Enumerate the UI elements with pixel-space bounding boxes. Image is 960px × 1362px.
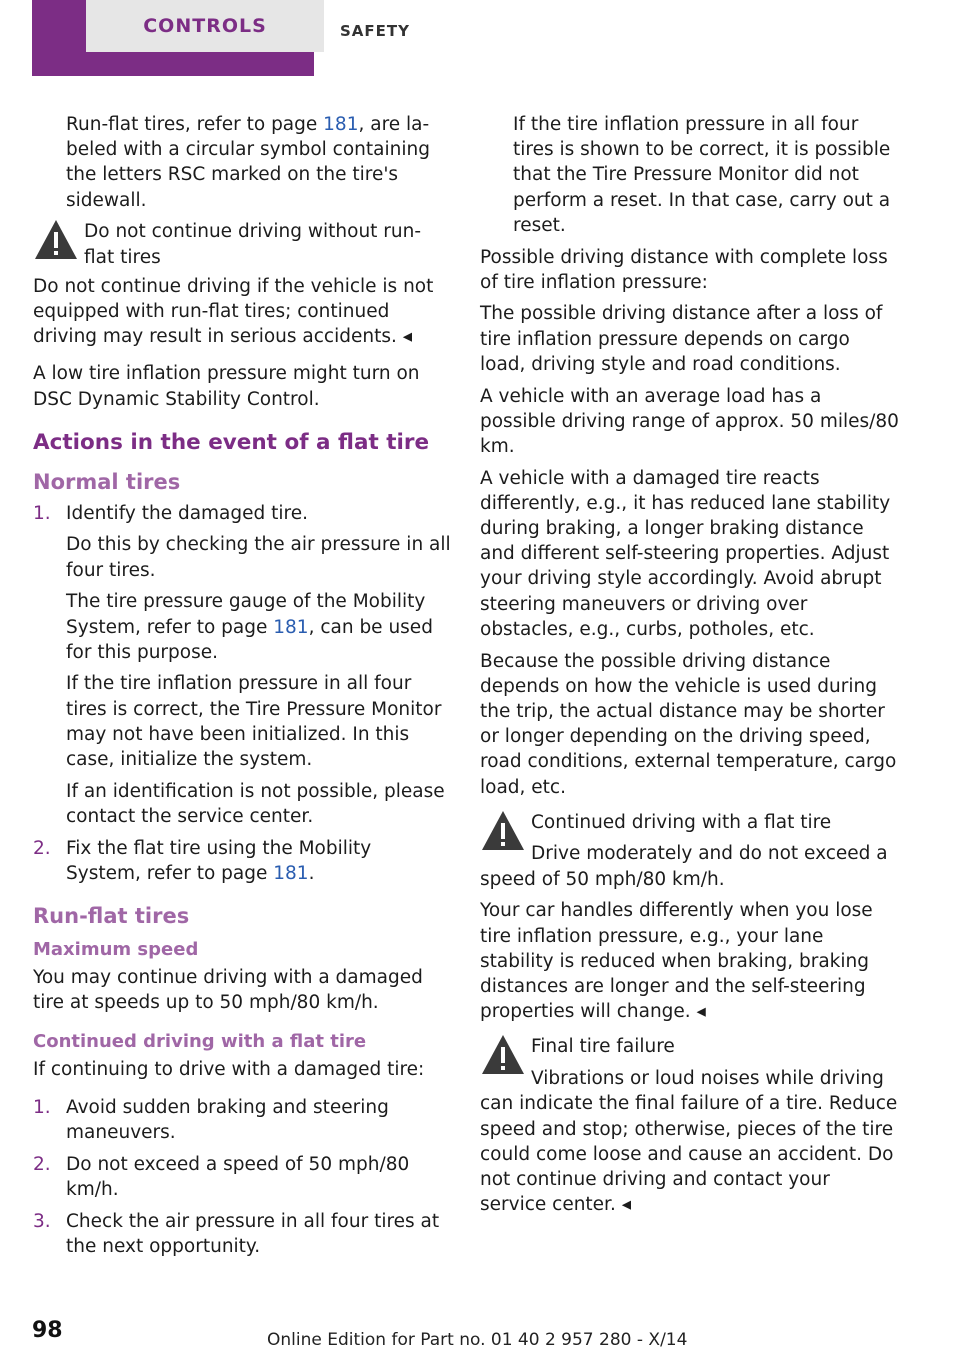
warning-title: Final tire failure xyxy=(531,1036,675,1058)
paragraph: Your car handles differently when you lose tire inflation pressure, e.g., your lane stability is reduced when braking, braking distances are longer and the self-steering properties will change. ◂ xyxy=(480,900,873,1023)
list-item: 3. Check the air pressure in all four tires at the next opportunity. xyxy=(33,1210,440,1257)
left-column xyxy=(33,112,451,1265)
warning-icon xyxy=(33,217,79,263)
intro-paragraph: Run-flat tires, refer to page 181, are labeled with a circular symbol containing the letters RSC marked on the tire's sidewall. xyxy=(66,114,430,211)
heading-actions: Actions in the event of a flat tire xyxy=(33,429,430,455)
page-link[interactable]: 181 xyxy=(273,616,309,638)
tab-safety[interactable]: SAFETY xyxy=(340,22,410,40)
warning-body: can indicate the final failure of a tire. Reduce speed and stop; otherwise, pieces of the tire could come loose and cause an accident. Do not continue driving and contact your service center. ◂ xyxy=(480,1093,898,1216)
warning-icon xyxy=(480,1032,526,1078)
paragraph: A vehicle with an average load has a possible driving range of approx. 50 miles/80 km. xyxy=(480,385,899,457)
tab-controls[interactable] xyxy=(32,0,314,76)
list-item: 2. Fix the flat tire using the Mobility System, refer to page 181. xyxy=(33,837,372,884)
warning-body: speed of 50 mph/80 km/h. xyxy=(480,868,725,890)
tab-controls-label: CONTROLS xyxy=(86,0,324,52)
page-number: 98 xyxy=(32,1318,63,1343)
continued-intro: If continuing to drive with a damaged tire: xyxy=(33,1059,425,1081)
page-link[interactable]: 181 xyxy=(273,862,309,884)
warning-block: Final tire failure Vibrations or loud noises while driving xyxy=(480,1034,900,1091)
list-item: 2. Do not exceed a speed of 50 mph/80 km/h. xyxy=(33,1153,410,1200)
max-speed-text: You may continue driving with a damaged tire at speeds up to 50 mph/80 km/h. xyxy=(33,967,423,1014)
heading-normal-tires: Normal tires xyxy=(33,469,181,494)
paragraph: A vehicle with a damaged tire reacts differently, e.g., it has reduced lane stability during braking, a longer braking distance and different self-steering properties. Adjust your driving style accordingly. Avoid abrupt steering maneuvers or driving over obstacles, e.g., curbs, potholes, etc. xyxy=(480,467,891,640)
list-item: 1. Identify the damaged tire. Do this by checking the air pressure in all four tires. The tire pressure gauge of the Mobility System, refer to page 181, can be used for this purpose. If the tire inflation pressure in all four tires is correct, the Tire Pressure Monitor may not have been initialized. In this case, initialize the system. If an identification is not possible, please contact the service center. xyxy=(33,502,451,827)
warning-body: Do not continue driving if the vehicle is not equipped with run-flat tires; continued driving may result in serious accidents. ◂ xyxy=(33,275,434,348)
right-column xyxy=(480,112,900,1224)
warning-icon xyxy=(480,808,526,854)
warning-block: Continued driving with a flat tire Drive moderately and do not exceed a xyxy=(480,810,900,867)
list-item: 1. Avoid sudden braking and steering maneuvers. xyxy=(33,1096,389,1143)
heading-run-flat: Run-flat tires xyxy=(33,904,190,929)
paragraph: The possible driving distance after a loss of tire inflation pressure depends on cargo load, driving style and road conditions. xyxy=(480,303,883,375)
edition-footer: Online Edition for Part no. 01 40 2 957 280 - X/14 xyxy=(267,1330,688,1350)
page-link[interactable]: 181 xyxy=(323,114,359,135)
paragraph: Because the possible driving distance depends on how the vehicle is used during the trip, the actual distance may be shorter or longer depending on the driving speed, road conditions, external temperature, cargo load, etc. xyxy=(480,650,897,798)
paragraph: Possible driving distance with complete loss of tire inflation pressure: xyxy=(480,246,888,293)
heading-continued: Continued driving with a flat tire xyxy=(33,1031,367,1053)
warning-title: Do not continue driving without run-flat tires xyxy=(84,221,422,268)
warning-title: Continued driving with a flat tire xyxy=(531,811,832,833)
reset-note: If the tire inflation pressure in all four tires is shown to be correct, it is possible that the Tire Pressure Monitor did not perform a reset. In that case, carry out a reset. xyxy=(513,114,891,236)
heading-max-speed: Maximum speed xyxy=(33,939,199,961)
dsc-note: A low tire inflation pressure might turn on DSC Dynamic Stability Control. xyxy=(33,363,420,410)
warning-block xyxy=(33,219,451,269)
